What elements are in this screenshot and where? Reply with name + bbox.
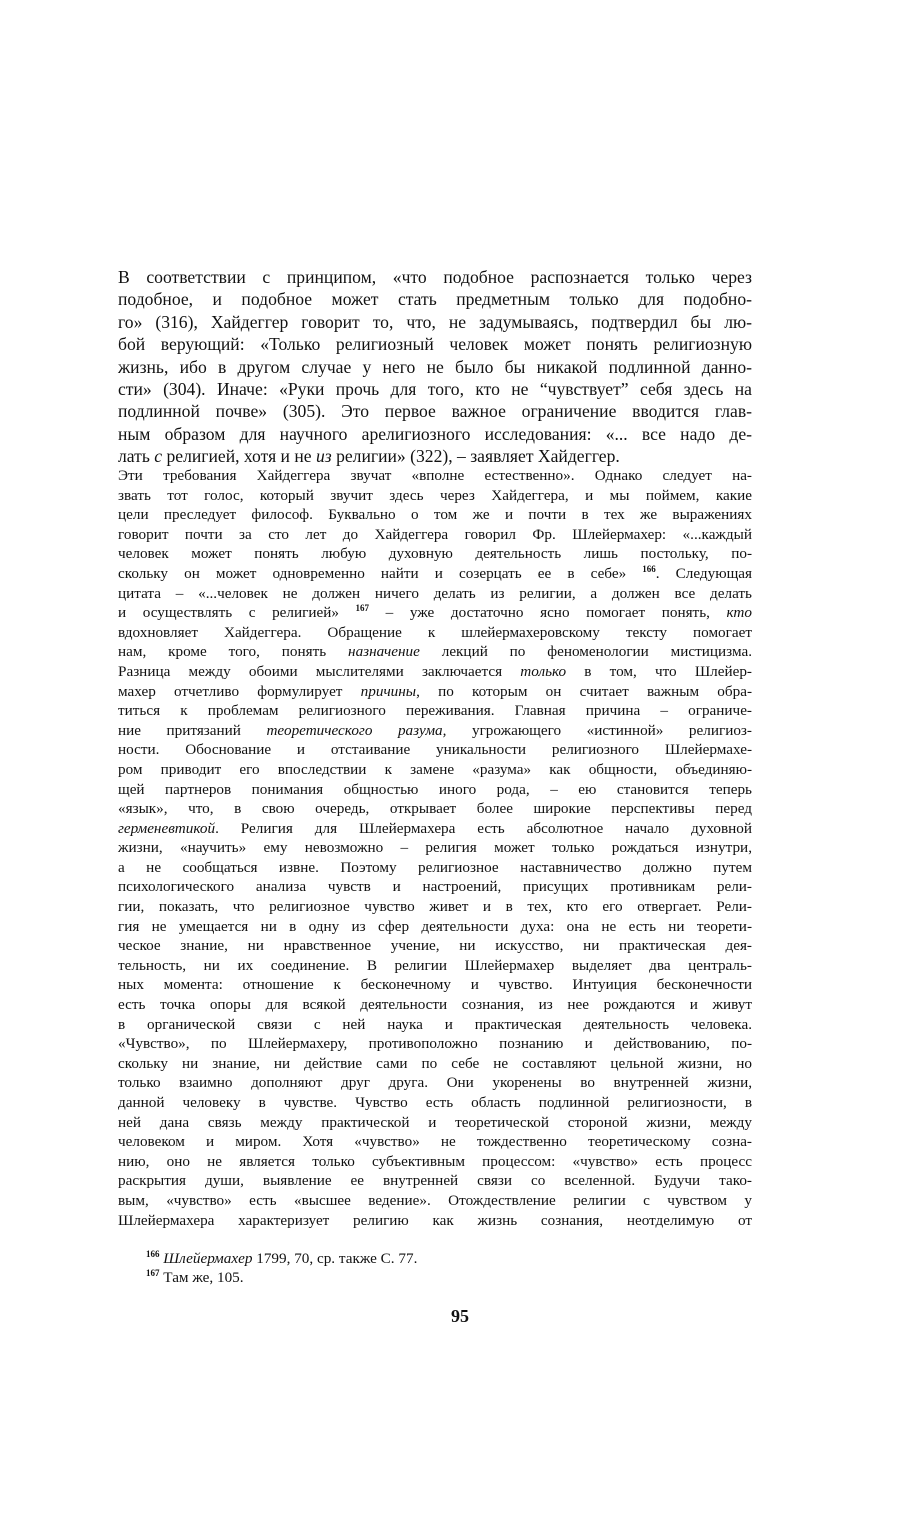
text-line: титься к проблемам религиозного переживания. Главная причина – ограниче- xyxy=(118,702,752,720)
text-line: сти» (304). Иначе: «Руки прочь для того, кто не “чувствует” себя здесь на xyxy=(118,379,752,400)
text-line xyxy=(118,603,752,623)
footnote-ref-167[interactable]: 167 xyxy=(355,603,370,614)
footnote-number: 166 xyxy=(146,1249,160,1259)
footnote-number: 167 xyxy=(146,1268,160,1278)
text-line: цитата – «...человек не должен ничего делать из религии, а должен все делать xyxy=(118,584,752,602)
text-line: есть точка опоры для всякой деятельности сознания, из нее рождаются и живут xyxy=(118,996,752,1014)
text-line: гии, показать, что религиозное чувство живет и в тех, кто его отвергает. Рели- xyxy=(118,898,752,916)
text-line: говорит почти за сто лет до Хайдеггера говорил Фр. Шлейермахер: «...каждый xyxy=(118,525,752,543)
text-segment: нам, кроме того, понять xyxy=(118,643,349,661)
text-line xyxy=(118,445,752,467)
text-segment: – уже достаточно ясно помогает понять, xyxy=(369,604,727,622)
text-line: ных момента: отношение к бесконечному и чувство. Интуиция бесконечности xyxy=(118,976,752,994)
text-line: человеком и миром. Хотя «чувство» не тождественно теоретическому созна- xyxy=(118,1133,752,1151)
text-line: психологического анализа чувств и настроений, присущих противникам рели- xyxy=(118,878,752,896)
text-line xyxy=(118,721,752,741)
page-number: 95 xyxy=(451,1306,469,1326)
italic-text: с xyxy=(154,446,163,467)
italic-text: Шлейермахер xyxy=(163,1250,253,1267)
text-line: бой верующий: «Только религиозный человек может понять религиозную xyxy=(118,334,752,355)
text-line xyxy=(118,642,752,662)
text-line: вдохновляет Хайдеггера. Обращение к шлейермахеровскому тексту помогает xyxy=(118,623,752,641)
text-line xyxy=(118,564,752,584)
text-line: подобное, и подобное может стать предметным только для подобно- xyxy=(118,289,752,310)
text-segment: . Религия для Шлейермахера есть абсолютное начало духовной xyxy=(215,819,752,837)
text-segment: , по которым он считает важным обра- xyxy=(416,682,753,700)
text-line: нию, оно не является только субъективным процессом: «чувство» есть процесс xyxy=(118,1152,752,1170)
text-line: жизнь, ибо в другом случае у него не было бы никакой подлинной данно- xyxy=(118,356,752,377)
text-line: жизни, «научить» ему невозможно – религия может только рождаться изнутри, xyxy=(118,839,752,857)
text-line xyxy=(118,662,752,682)
text-line: «язык», что, в свою очередь, открывает более широкие перспективы перед xyxy=(118,800,752,818)
text-segment: угрожающего «истинной» религиоз- xyxy=(446,721,752,739)
text-line: ческое знание, ни нравственное учение, ни искусство, ни практическая дея- xyxy=(118,937,752,955)
italic-text: герменевтикой xyxy=(118,819,216,837)
text-segment: скольку он может одновременно найти и созерцать ее в себе» xyxy=(118,564,627,582)
text-segment: в том, что Шлейер- xyxy=(566,662,752,680)
heidegger-paragraph xyxy=(118,266,752,468)
text-line: только взаимно дополняют друг друга. Они укоренены во внутренней жизни, xyxy=(118,1074,752,1092)
text-line xyxy=(118,682,752,702)
italic-text: теоретического разума, xyxy=(266,721,447,739)
text-line: данной человеку в чувстве. Чувство есть область подлинной религиозности, в xyxy=(118,1094,752,1111)
text-line xyxy=(118,819,752,839)
text-line: тельность, ни их соединение. В религии Шлейермахер выделяет два централь- xyxy=(118,956,752,974)
footnote-text: Там же, 105. xyxy=(159,1269,244,1286)
text-line: ным образом для научного арелигиозного исследования: «... все надо де- xyxy=(118,423,752,444)
text-line: цели преследует философ. Буквально о том же и почти в тех же выражениях xyxy=(118,506,752,524)
italic-text: причины xyxy=(360,682,417,700)
italic-text: назначение xyxy=(348,643,420,661)
text-line: Шлейермахера характеризует религию как жизнь сознания, неотделимую от xyxy=(118,1211,752,1229)
text-segment: религией, хотя и не xyxy=(162,446,316,467)
text-line: ром приводит его впоследствии к замене «разума» как общности, объединяю- xyxy=(118,760,752,778)
footnote-ref-166[interactable]: 166 xyxy=(642,563,656,574)
footnote-167 xyxy=(146,1268,417,1287)
text-line: в органической связи с ней наука и практическая деятельность человека. xyxy=(118,1015,752,1033)
italic-text: кто xyxy=(726,604,752,622)
text-line: вым, «чувство» есть «высшее ведение». Отождествление религии с чувством у xyxy=(118,1191,752,1209)
text-line: Эти требования Хайдеггера звучат «вполне естественно». Однако следует на- xyxy=(118,467,752,484)
text-line: го» (316), Хайдеггер говорит то, что, не задумываясь, подтвердил бы лю- xyxy=(118,311,752,332)
text-line: «Чувство», по Шлейермахеру, противоположно познанию и действованию, по- xyxy=(118,1035,752,1053)
text-segment: Разница между обоими мыслителями заключается xyxy=(118,662,521,680)
text-segment: махер отчетливо формулирует xyxy=(118,682,361,700)
text-line: раскрытия души, выявление ее внутренней связи со вселенной. Будучи тако- xyxy=(118,1172,752,1190)
footnotes xyxy=(146,1249,417,1287)
text-segment: лекций по феноменологии мистицизма. xyxy=(419,643,752,661)
text-line: скольку ни знание, ни действие сами по себе не составляют цельной жизни, но xyxy=(118,1054,752,1072)
text-segment: лать xyxy=(118,446,155,467)
text-line: ности. Обоснование и отстаивание уникальности религиозного Шлейермахе- xyxy=(118,741,752,759)
text-line: В соответствии с принципом, «что подобное распознается только через xyxy=(118,267,752,287)
text-line: щей партнеров понимания общностью иного рода, – ею становится теперь xyxy=(118,780,752,798)
text-line: звать тот голос, который звучит здесь через Хайдеггера, и мы поймем, какие xyxy=(118,486,752,504)
italic-text: из xyxy=(316,446,332,467)
text-segment: и осуществлять с религией» xyxy=(118,604,339,622)
text-line: ней дана связь между практической и теоретической стороной жизни, между xyxy=(118,1113,752,1131)
text-segment: ние притязаний xyxy=(118,721,267,739)
footnote-166 xyxy=(146,1249,417,1268)
text-line: гия не умещается ни в одну из сфер деятельности духа: она не есть ни теорети- xyxy=(118,917,752,935)
text-line: подлинной почве» (305). Это первое важное ограничение вводится глав- xyxy=(118,401,752,422)
text-line: человек может понять любую духовную деятельность лишь постольку, по- xyxy=(118,545,752,563)
schleiermacher-paragraph xyxy=(118,466,752,1230)
footnote-text: 1799, 70, ср. также С. 77. xyxy=(252,1250,418,1267)
text-line: а не сообщаться извне. Поэтому религиозное наставничество должно путем xyxy=(118,858,752,876)
text-segment: . Следующая xyxy=(655,564,753,582)
text-segment: религии» (322), – заявляет Хайдеггер. xyxy=(331,446,620,467)
italic-text: только xyxy=(520,662,567,680)
